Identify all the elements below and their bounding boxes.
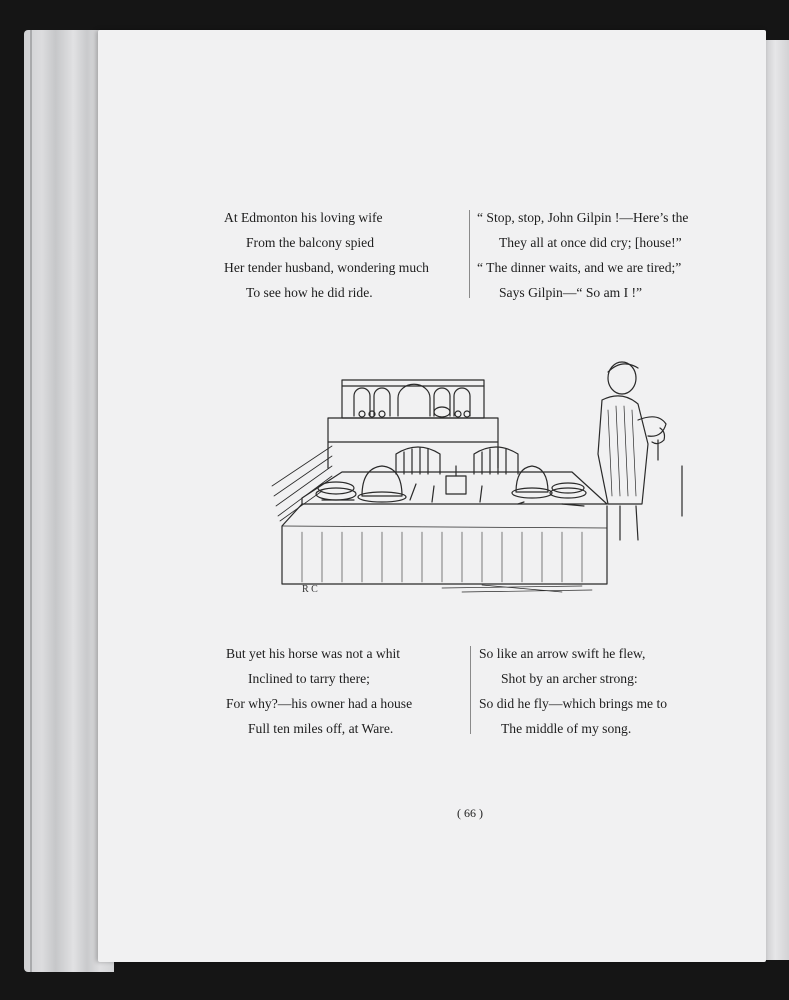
verse-line: Inclined to tarry there; <box>248 671 370 686</box>
stanza-top-right <box>477 205 688 305</box>
verse-line: So did he fly—which brings me to <box>479 696 668 711</box>
verse-line: At Edmonton his loving wife <box>224 210 383 225</box>
verse-line: Her tender husband, wondering much <box>224 260 429 275</box>
figure-servant <box>598 362 682 540</box>
stanza-bottom-right <box>479 641 667 741</box>
verse-line: So like an arrow swift he flew, <box>479 646 646 661</box>
verse-line: “ Stop, stop, John Gilpin !—Here’s the <box>477 210 689 225</box>
stanza-bottom-left <box>226 641 412 741</box>
verse-line: Says Gilpin—“ So am I !” <box>499 285 643 300</box>
column-divider-top <box>469 210 470 298</box>
verse-line: For why?—his owner had a house <box>226 696 413 711</box>
verse-line: Full ten miles off, at Ware. <box>248 721 394 736</box>
facing-page-edge <box>766 40 789 960</box>
chair-left <box>396 447 440 474</box>
verse-line: They all at once did cry; [house!” <box>499 235 682 250</box>
verse-line: The middle of my song. <box>501 721 632 736</box>
stanza-top-left <box>224 205 429 305</box>
column-divider-bottom <box>470 646 471 734</box>
verse-line: “ The dinner waits, and we are tired;” <box>477 260 682 275</box>
artist-signature: R C <box>302 584 318 595</box>
dining-table-illustration <box>262 356 692 596</box>
page-number: ( 66 ) <box>457 806 483 820</box>
verse-line: From the balcony spied <box>246 235 374 250</box>
verse-line: To see how he did ride. <box>246 285 373 300</box>
sideboard-dresser <box>328 380 498 468</box>
verse-line: But yet his horse was not a whit <box>226 646 401 661</box>
verse-line: Shot by an archer strong: <box>501 671 638 686</box>
chair-right <box>474 447 518 474</box>
dining-table <box>282 472 607 592</box>
